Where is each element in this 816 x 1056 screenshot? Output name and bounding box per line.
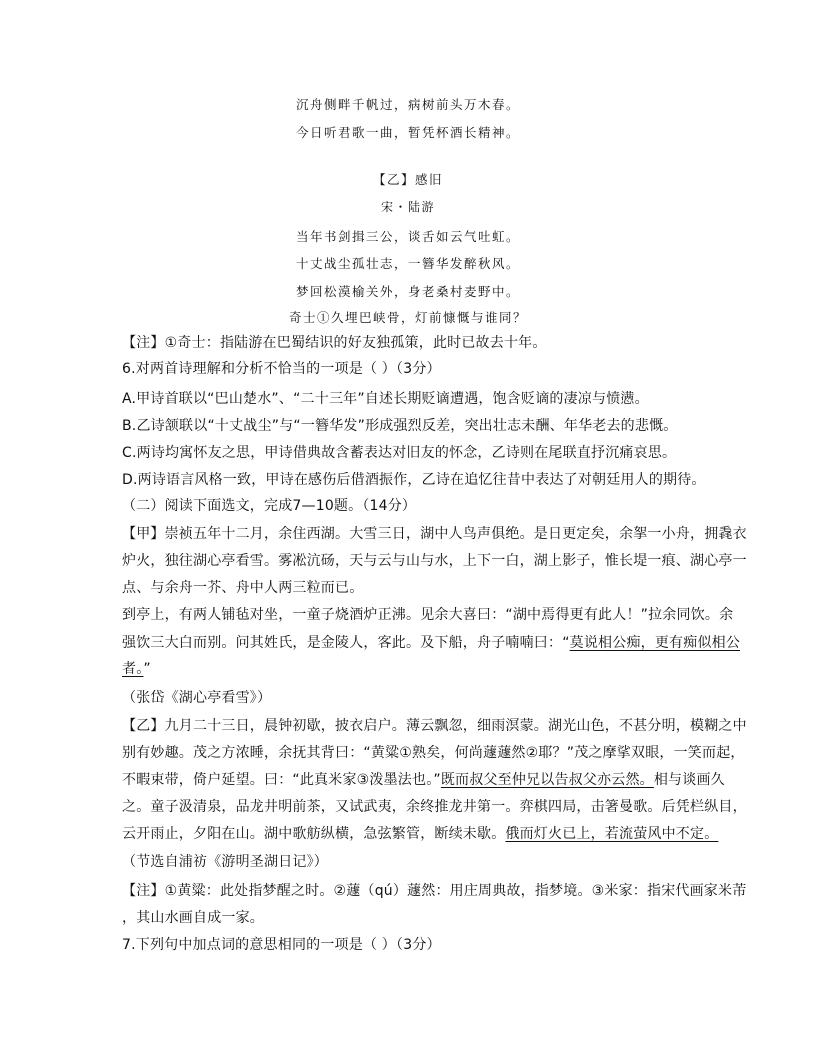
poem-line: 沉舟侧畔千帆过，病树前头万木春。 bbox=[295, 97, 520, 112]
passage-jia-line: 炉火，独往湖心亭看雪。雾凇沆砀，天与云与山与水，上下一白，湖上影子，惟长堤一痕、湖心亭一 bbox=[122, 553, 747, 569]
underlined-sentence: 莫说相公痴，更有痴似相公 bbox=[569, 635, 741, 651]
poem-title: 【乙】感旧 bbox=[372, 172, 443, 187]
passage-yi-line: 别有妙趣。茂之方浓睡，余抚其背曰：“黄粱①熟矣，何尚蘧蘧然②耶？”茂之摩挲双眼，一笑而起， bbox=[122, 745, 745, 761]
note-text: 【注】①奇士：指陆游在巴蜀结识的好友独孤策，此时已故去十年。 bbox=[122, 335, 547, 351]
passage-yi-line: 【乙】九月二十三日，晨钟初歇，披衣启户。薄云飘忽，细雨溟蒙。湖光山色，不甚分明，模糊之中 bbox=[122, 718, 747, 734]
question-6-option-a: A.甲诗首联以“巴山楚水”、“二十三年”自述长期贬谪遭遇，饱含贬谪的凄凉与愤懑。 bbox=[122, 391, 649, 407]
passage-jia-line: 到亭上，有两人铺毡对坐，一童子烧酒炉正沸。见余大喜曰：“湖中焉得更有此人！”拉余同饮。余 bbox=[122, 607, 734, 623]
passage-text: 强饮三大白而别。问其姓氏，是金陵人，客此。及下船，舟子喃喃曰：“ bbox=[122, 635, 570, 651]
passage-jia-line: 点、与余舟一芥、舟中人两三粒而已。 bbox=[122, 580, 364, 596]
passage-jia-line bbox=[122, 633, 741, 653]
question-6-option-c: C.两诗均寓怀友之思，甲诗借典故含蓄表达对旧友的怀念，乙诗则在尾联直抒沉痛哀思。 bbox=[122, 445, 677, 461]
poem-author: 宋・陆游 bbox=[380, 200, 435, 214]
passage-source: （张岱《湖心亭看雪》） bbox=[122, 690, 272, 706]
question-6-option-b: B.乙诗颔联以“十丈战尘”与“一簪华发”形成强烈反差，突出壮志未酬、年华老去的悲慨。 bbox=[122, 418, 678, 434]
passage-text: 不暇束带，倚户延望。曰：“此真米家③泼墨法也。” bbox=[122, 772, 441, 788]
poem-line: 十丈战尘孤壮志，一簪华发醉秋风。 bbox=[295, 256, 520, 271]
poem-line: 当年书剑揖三公，谈舌如云气吐虹。 bbox=[295, 229, 520, 244]
passage-yi-line: 之。童子汲清泉，品龙井明前茶，又试武夷，余终推龙井第一。弈棋四局，击箸曼歌。后凭栏纵目， bbox=[122, 799, 747, 815]
poem-line: 今日听君歌一曲，暂凭杯酒长精神。 bbox=[295, 125, 520, 140]
underlined-sentence: 既而叔父至仲兄以告叔父亦云然。 bbox=[440, 772, 654, 788]
question-6-stem: 6.对两首诗理解和分析不恰当的一项是（ ）（3分） bbox=[122, 361, 441, 377]
poem-line: 奇士①久埋巴峡骨，灯前慷慨与谁同？ bbox=[288, 310, 527, 325]
note-text: ，其山水画自成一家。 bbox=[122, 910, 264, 926]
passage-jia-line: 【甲】崇祯五年十二月，余住西湖。大雪三日，湖中人鸟声俱绝。是日更定矣，余挐一小舟，拥毳衣 bbox=[122, 526, 747, 542]
passage-source: （节选自浦祊《游明圣湖日记》） bbox=[122, 854, 328, 870]
passage-jia-line bbox=[122, 659, 694, 679]
passage-yi-line bbox=[122, 770, 725, 790]
passage-text: 相与谈画久 bbox=[653, 772, 725, 788]
passage-yi-line bbox=[122, 824, 719, 844]
question-7-stem: 7.下列句中加点词的意思相同的一项是（ ）（3分） bbox=[122, 937, 441, 953]
question-6-option-d: D.两诗语言风格一致，甲诗在感伤后借酒振作，乙诗在追忆往昔中表达了对朝廷用人的期待。 bbox=[122, 472, 706, 488]
section-heading: （二）阅读下面选文，完成7—10题。（14分） bbox=[122, 498, 417, 514]
passage-text: 云开雨止，夕阳在山。湖中歌舫纵横，急弦繁管，断续未歇。 bbox=[122, 826, 506, 842]
passage-text: ” bbox=[143, 661, 151, 677]
note-text: 【注】①黄粱：此处指梦醒之时。②蘧（qú）蘧然：用庄周典故，指梦境。③米家：指宋代画家米芾 bbox=[122, 883, 747, 899]
poem-line: 梦回松漠榆关外，身老桑村麦野中。 bbox=[295, 284, 520, 299]
underlined-sentence: 者。 bbox=[122, 661, 144, 677]
underlined-sentence: 俄而灯火已上，若流萤风中不定。 bbox=[505, 826, 719, 842]
